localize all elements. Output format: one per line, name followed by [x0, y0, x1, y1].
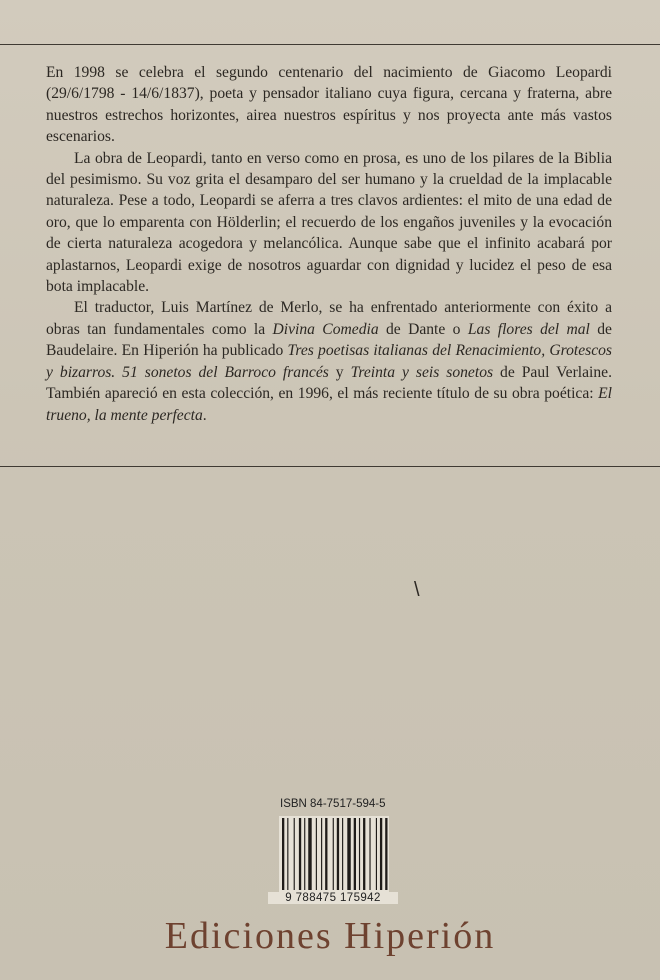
blurb-text: de Paul Verlaine. También apareció en esta colección, en 1996, el más reciente título de su obra poética: — [46, 363, 612, 403]
blurb-paragraph-3 — [46, 297, 612, 425]
barcode — [279, 816, 389, 898]
book-title: Treinta y seis sonetos — [350, 363, 494, 381]
publisher-name: Ediciones Hiperión — [164, 915, 496, 957]
book-title: Divina Comedia — [272, 320, 379, 338]
book-title: Tres poetisas italianas del Renacimiento, Grotescos y bizarros. 51 sonetos del Barroco francés — [46, 342, 612, 381]
isbn-label: ISBN 84-7517-594-5 — [280, 798, 386, 810]
barcode-number: 9 788475 175942 — [268, 892, 398, 904]
stray-mark: \ — [414, 579, 420, 601]
blurb-text: El traductor, Luis Martínez de Merlo, se ha enfrentado anteriormente con éxito a obras tan fundamentales como la — [46, 299, 612, 338]
book-title: El trueno, la mente perfecta — [46, 385, 612, 424]
book-title: Las flores del mal — [467, 320, 590, 338]
blurb-text: y — [328, 363, 351, 381]
barcode-graphic — [279, 816, 389, 898]
blurb-paragraph-2: La obra de Leopardi, tanto en verso como en prosa, es uno de los pilares de la Biblia del pesimismo. Su voz grita el desamparo del ser humano y la crueldad de la implacable naturaleza. Pese a todo, Leopardi se aferra a tres clavos ardientes: el mito de una edad de oro, que lo emparenta con Hölderlin; el recuerdo de los engaños juveniles y la evocación de cierta naturaleza acogedora y melancólica. Aunque sabe que el infinito acabará por aplastarnos, Leopardi exige de nosotros aguardar con dignidad y lucidez el peso de esa bota implacable. — [46, 149, 612, 296]
bottom-rule — [0, 466, 660, 467]
blurb-paragraph-1: En 1998 se celebra el segundo centenario del nacimiento de Giacomo Leopardi (29/6/1798 - 14/6/1837), poeta y pensador italiano cuya figura, cercana y fraterna, abre nuestros estrechos horizontes, airea nuestros espíritus y nos proyecta ante más vastos escenarios. — [46, 64, 612, 146]
blurb-text: . — [202, 406, 207, 424]
top-rule — [0, 44, 660, 45]
blurb-text: de Baudelaire. En Hiperión ha publicado — [46, 320, 612, 360]
back-cover-blurb — [46, 62, 612, 426]
blurb-text: de Dante o — [378, 320, 468, 338]
